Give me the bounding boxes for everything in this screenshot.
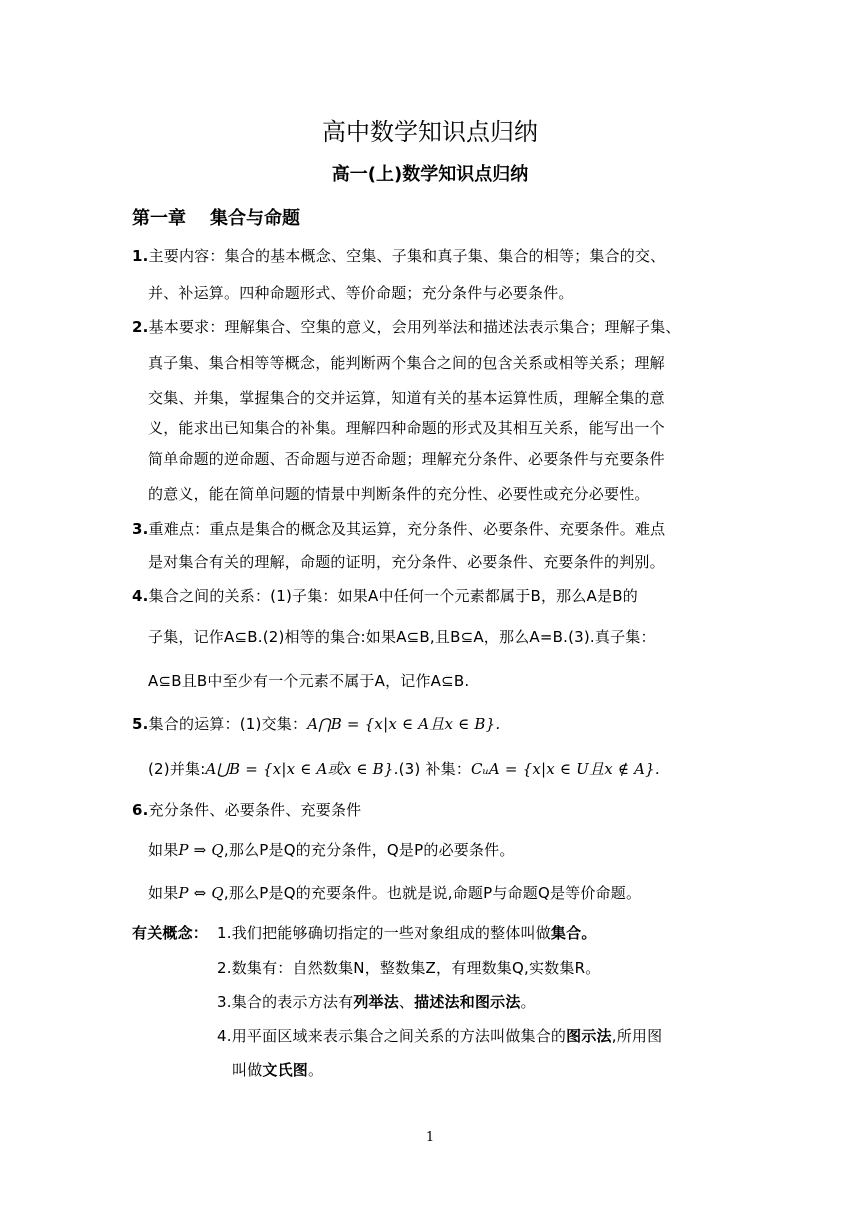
item-4-cont-2: A⊆B且B中至少有一个元素不属于A，记作A⊆B. [148, 672, 470, 690]
item-2-cont-3: 义，能求出已知集合的补集。理解四种命题的形式及其相互关系，能写出一个 [148, 419, 665, 437]
chapter-label: 第一章 [132, 208, 186, 229]
item-text: 重难点：重点是集合的概念及其运算，充分条件、必要条件、充要条件。难点 [148, 520, 666, 538]
concepts-label: 有关概念： [132, 924, 209, 942]
concept-4-cont [232, 1059, 323, 1080]
concept-1 [217, 922, 597, 943]
text: 4.用平面区域来表示集合之间关系的方法叫做集合的 [217, 1027, 567, 1045]
complement-label: (3) 补集： [398, 760, 472, 778]
item-number: 4. [132, 587, 149, 605]
bold-term: 描述法 [414, 993, 460, 1011]
item-6-para-2 [148, 882, 641, 903]
item-6 [132, 799, 361, 820]
complement-formula: CᵤA = {x|x ∈ U且x ∉ A}. [471, 760, 660, 778]
item-text: 充分条件、必要条件、充要条件 [148, 801, 362, 819]
text: 。 [520, 993, 536, 1011]
item-number: 1. [132, 247, 149, 265]
item-number: 6. [132, 801, 149, 819]
text: 。 [308, 1061, 324, 1079]
item-number: 3. [132, 520, 149, 538]
concept-3 [217, 991, 536, 1012]
bold-term: 图示法 [566, 1027, 612, 1045]
chapter-heading [132, 204, 300, 230]
item-3 [132, 518, 665, 539]
item-3-cont: 是对集合有关的理解，命题的证明，充分条件、必要条件、充要条件的判别。 [148, 553, 665, 571]
item-5-line-2 [148, 758, 660, 779]
item-number: 5. [132, 715, 149, 733]
text: ,所用图 [611, 1027, 663, 1045]
item-number: 2. [132, 318, 149, 336]
item-6-para-1 [148, 839, 515, 860]
text: 、 [398, 993, 415, 1011]
implies-formula: P ⇒ Q [178, 841, 224, 859]
union-label: (2)并集: [148, 760, 206, 778]
item-1-cont: 并、补运算。四种命题形式、等价命题；充分条件与必要条件。 [148, 284, 574, 302]
page-number: 1 [425, 1130, 435, 1145]
item-2-cont-1: 真子集、集合相等等概念，能判断两个集合之间的包含关系或相等关系；理解 [148, 354, 665, 372]
bold-term: 集合。 [550, 924, 597, 942]
bold-term: 文氏图 [262, 1061, 309, 1079]
item-5 [132, 713, 500, 734]
text: ,那么P是Q的充要条件。也就是说,命题P与命题Q是等价命题。 [223, 884, 642, 902]
item-2-cont-2: 交集、并集，掌握集合的交并运算，知道有关的基本运算性质，理解全集的意 [148, 389, 665, 407]
item-text: 基本要求：理解集合、空集的意义，会用列举法和描述法表示集合；理解子集、 [148, 318, 681, 336]
concept-4 [217, 1025, 662, 1046]
item-2-cont-5: 的意义，能在简单问题的情景中判断条件的充分性、必要性或充分必要性。 [148, 485, 650, 503]
bold-term: 列举法 [353, 993, 399, 1011]
page-title: 高中数学知识点归纳 [322, 118, 538, 146]
item-text: 集合的运算：(1)交集： [148, 715, 308, 733]
page-subtitle: 高一(上)数学知识点归纳 [331, 164, 529, 185]
bold-term: 图示法 [474, 993, 521, 1011]
text: 如果 [148, 884, 179, 902]
iff-formula: P ⇔ Q [178, 884, 224, 902]
text: 1.我们把能够确切指定的一些对象组成的整体叫做 [217, 924, 551, 942]
item-1 [132, 245, 665, 266]
text: ,那么P是Q的充分条件，Q是P的必要条件。 [223, 841, 515, 859]
union-formula: A⋃B = {x|x ∈ A或x ∈ B}. [205, 760, 399, 778]
item-text: 主要内容：集合的基本概念、空集、子集和真子集、集合的相等；集合的交、 [148, 247, 666, 265]
concept-2: 2.数集有：自然数集N，整数集Z，有理数集Q,实数集R。 [217, 959, 601, 977]
item-4 [132, 585, 638, 606]
text: 叫做 [232, 1061, 263, 1079]
item-4-cont-1: 子集，记作A⊆B.(2)相等的集合:如果A⊆B,且B⊆A，那么A=B.(3).真子集： [148, 628, 656, 646]
bold-term: 和 [459, 993, 475, 1011]
chapter-name: 集合与命题 [210, 208, 300, 229]
intersection-formula: A⋂B = {x|x ∈ A且x ∈ B}. [307, 715, 501, 733]
text: 3.集合的表示方法有 [217, 993, 354, 1011]
text: 如果 [148, 841, 179, 859]
item-2-cont-4: 简单命题的逆命题、否命题与逆否命题；理解充分条件、必要条件与充要条件 [148, 450, 665, 468]
item-2 [132, 316, 681, 337]
item-text: 集合之间的关系：(1)子集：如果A中任何一个元素都属于B，那么A是B的 [148, 587, 638, 605]
